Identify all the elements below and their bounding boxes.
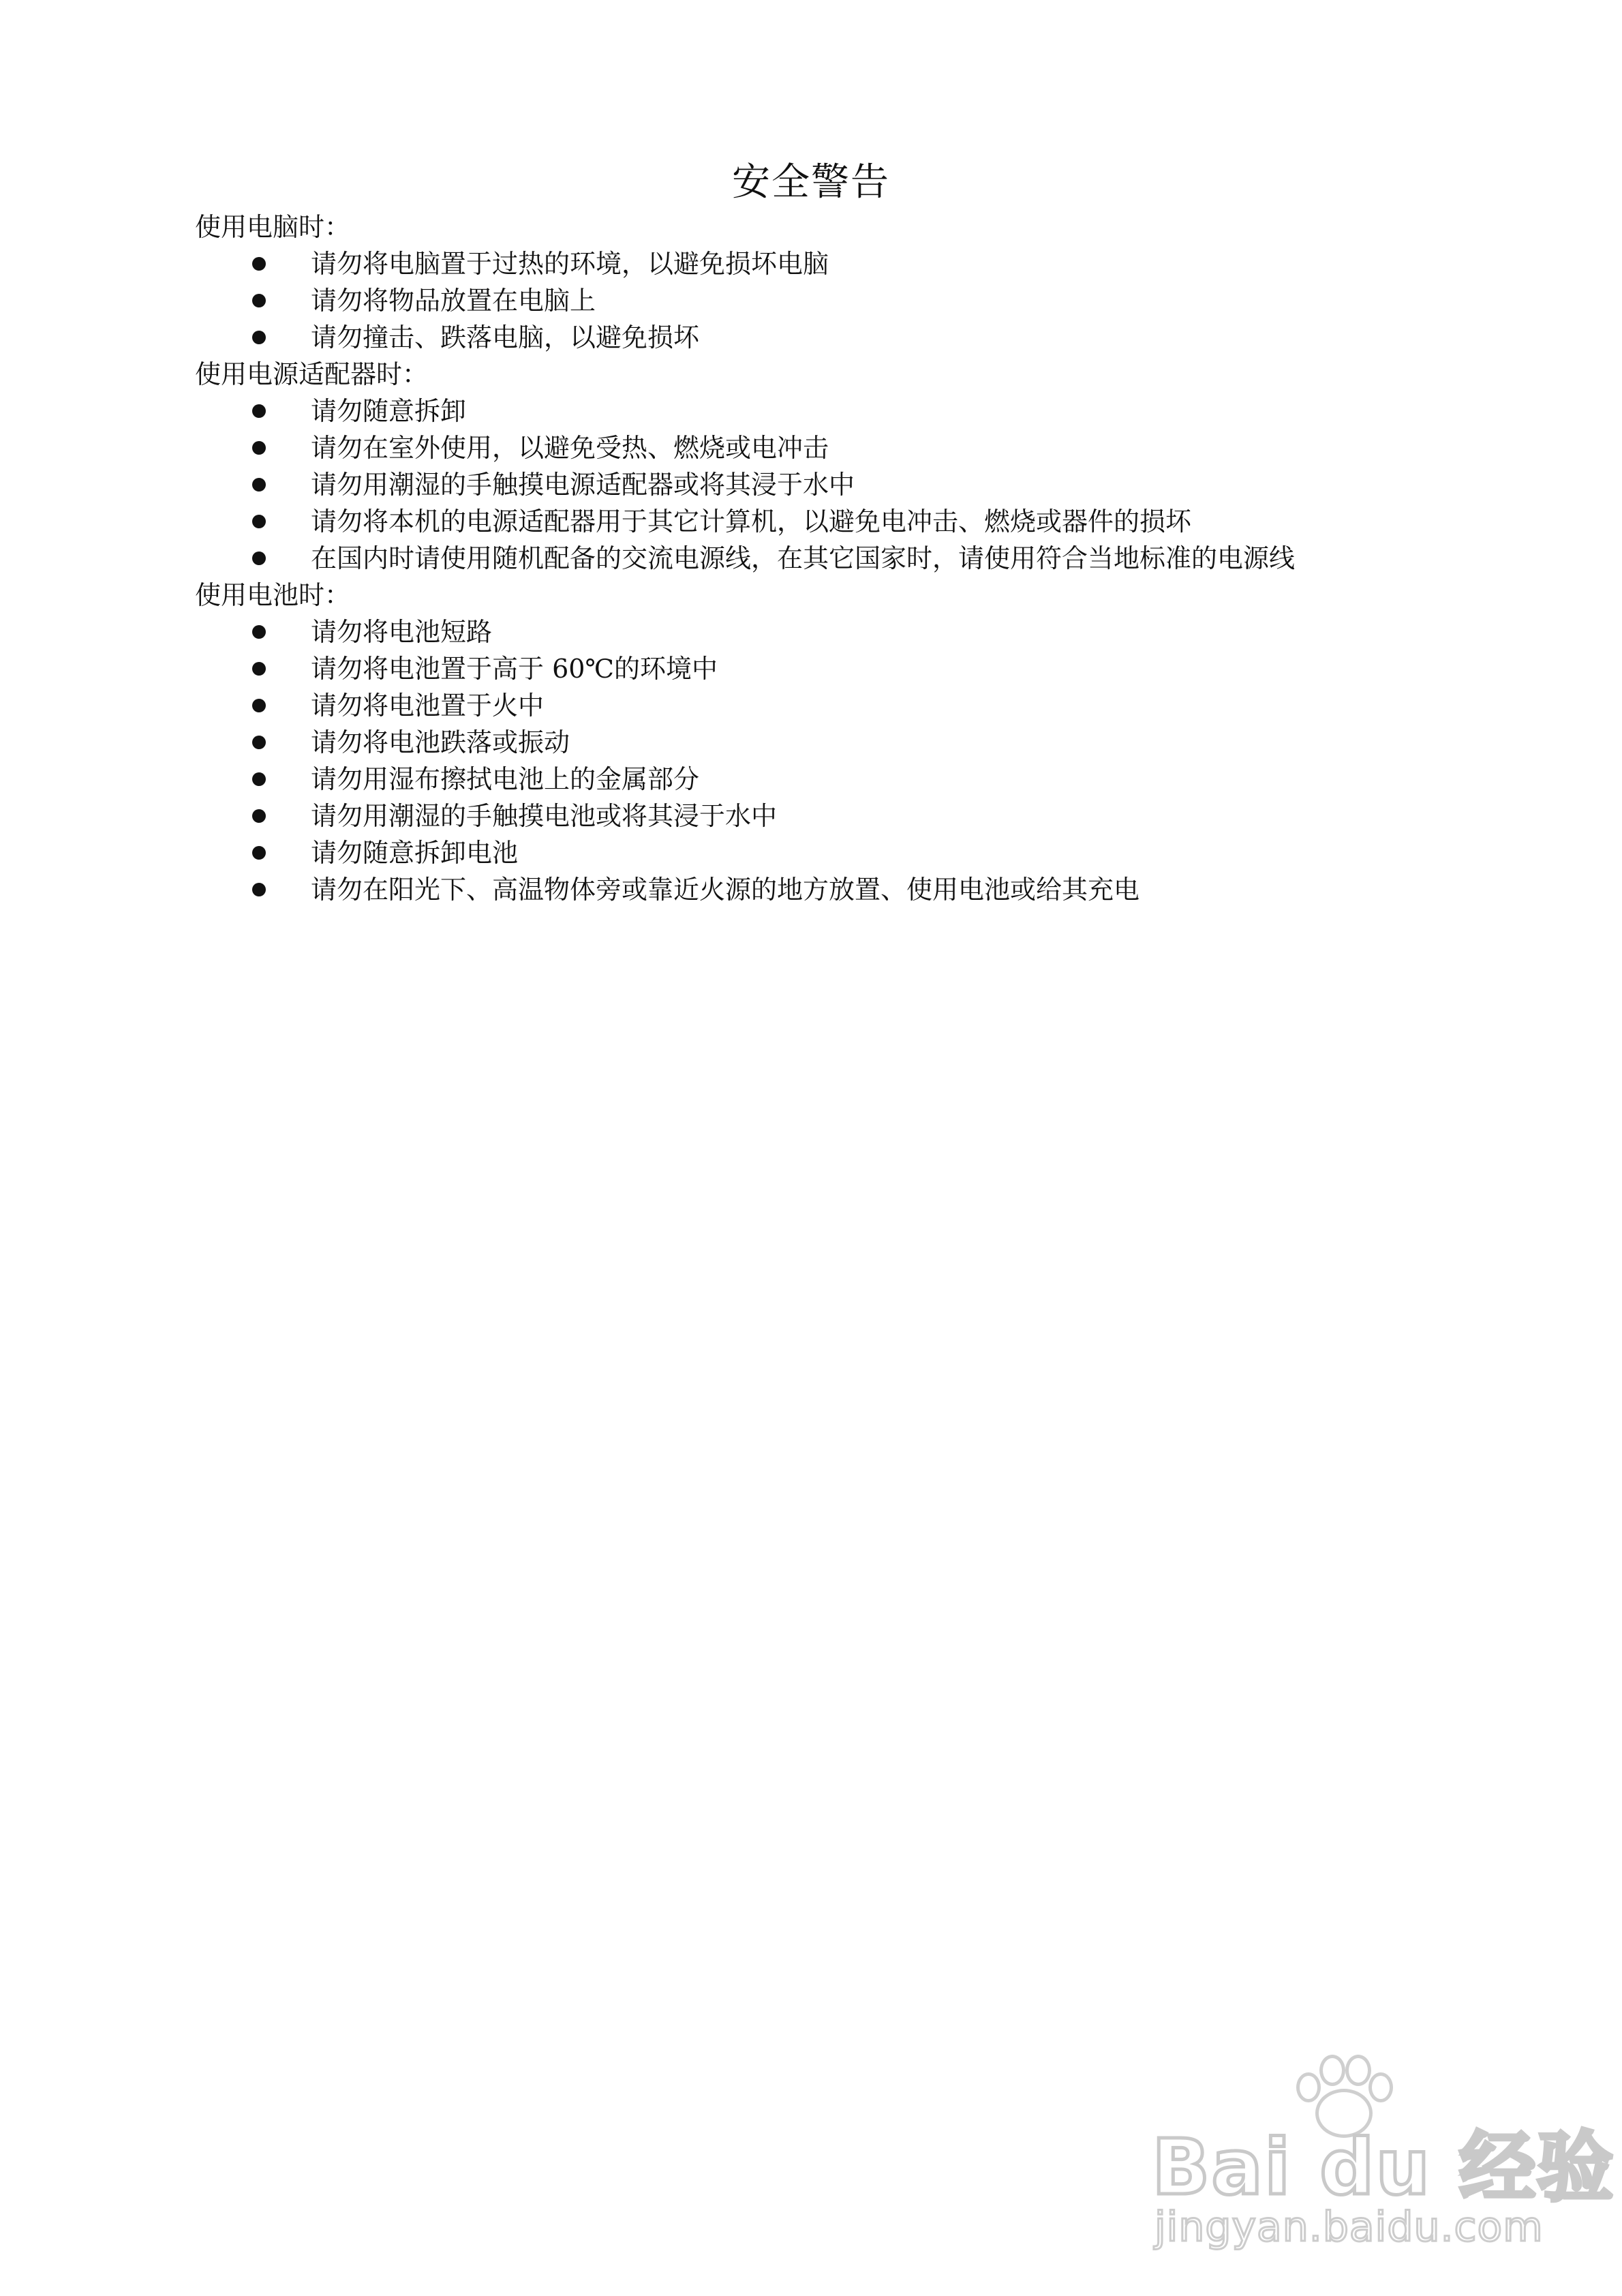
list-item <box>195 245 1490 282</box>
list-item <box>195 687 1490 724</box>
list-item-text: 请勿将电池置于高于 60℃的环境中 <box>311 654 718 684</box>
bullet-icon <box>252 846 266 860</box>
watermark-url: jingyan.baidu.com <box>1154 2203 1544 2251</box>
section-power-adapter <box>195 356 1490 577</box>
list-item-text: 请勿将物品放置在电脑上 <box>311 286 596 316</box>
list-item <box>195 761 1490 798</box>
list-item <box>195 614 1490 650</box>
bullet-icon <box>252 662 266 676</box>
section-battery <box>195 577 1490 908</box>
list-item-text: 请勿撞击、跌落电脑，以避免损坏 <box>311 322 700 352</box>
bullet-icon <box>252 331 266 344</box>
bullet-icon <box>252 772 266 786</box>
list-item <box>195 429 1490 466</box>
list-item <box>195 466 1490 503</box>
section-heading: 使用电脑时： <box>195 212 351 242</box>
bullet-icon <box>252 441 266 455</box>
bullet-icon <box>252 552 266 565</box>
bullet-icon <box>252 883 266 896</box>
bullet-icon <box>252 515 266 528</box>
watermark-logo: Bai du 经验 <box>1152 2124 1615 2212</box>
bullet-list <box>195 393 1490 577</box>
section-computer-use <box>195 209 1490 356</box>
list-item-text: 请勿随意拆卸 <box>311 396 467 426</box>
list-item <box>195 319 1490 356</box>
bullet-icon <box>252 625 266 639</box>
bullet-icon <box>252 294 266 307</box>
list-item <box>195 798 1490 834</box>
bullet-icon <box>252 478 266 492</box>
bullet-icon <box>252 809 266 823</box>
list-item-text: 请勿用湿布擦拭电池上的金属部分 <box>311 764 700 794</box>
bullet-list <box>195 614 1490 908</box>
page-title: 安全警告 <box>732 160 890 205</box>
list-item-text: 请勿将本机的电源适配器用于其它计算机，以避免电冲击、燃烧或器件的损坏 <box>311 507 1192 537</box>
list-item-text: 在国内时请使用随机配备的交流电源线，在其它国家时，请使用符合当地标准的电源线 <box>311 543 1296 573</box>
list-item <box>195 282 1490 319</box>
document-body <box>195 209 1490 908</box>
list-item-text: 请勿将电脑置于过热的环境，以避免损坏电脑 <box>311 249 829 279</box>
list-item-text: 请勿用潮湿的手触摸电池或将其浸于水中 <box>311 801 778 831</box>
bullet-icon <box>252 736 266 749</box>
list-item <box>195 650 1490 687</box>
list-item-text: 请勿随意拆卸电池 <box>311 838 519 868</box>
bullet-icon <box>252 257 266 271</box>
list-item-text: 请勿用潮湿的手触摸电源适配器或将其浸于水中 <box>311 470 855 500</box>
section-heading: 使用电源适配器时： <box>195 359 429 389</box>
list-item <box>195 724 1490 761</box>
list-item-text: 请勿将电池置于火中 <box>311 691 545 721</box>
bullet-icon <box>252 404 266 418</box>
list-item <box>195 834 1490 871</box>
list-item-text: 请勿将电池跌落或振动 <box>311 727 570 757</box>
list-item <box>195 540 1490 577</box>
bullet-icon <box>252 699 266 712</box>
list-item <box>195 871 1490 908</box>
list-item <box>195 393 1490 429</box>
baidu-jingyan-watermark <box>1152 2052 1615 2256</box>
list-item-text: 请勿在室外使用，以避免受热、燃烧或电冲击 <box>311 433 829 463</box>
list-item-text: 请勿将电池短路 <box>311 617 493 647</box>
list-item-text: 请勿在阳光下、高温物体旁或靠近火源的地方放置、使用电池或给其充电 <box>311 875 1140 905</box>
bullet-list <box>195 245 1490 356</box>
list-item <box>195 503 1490 540</box>
section-heading: 使用电池时： <box>195 580 351 610</box>
